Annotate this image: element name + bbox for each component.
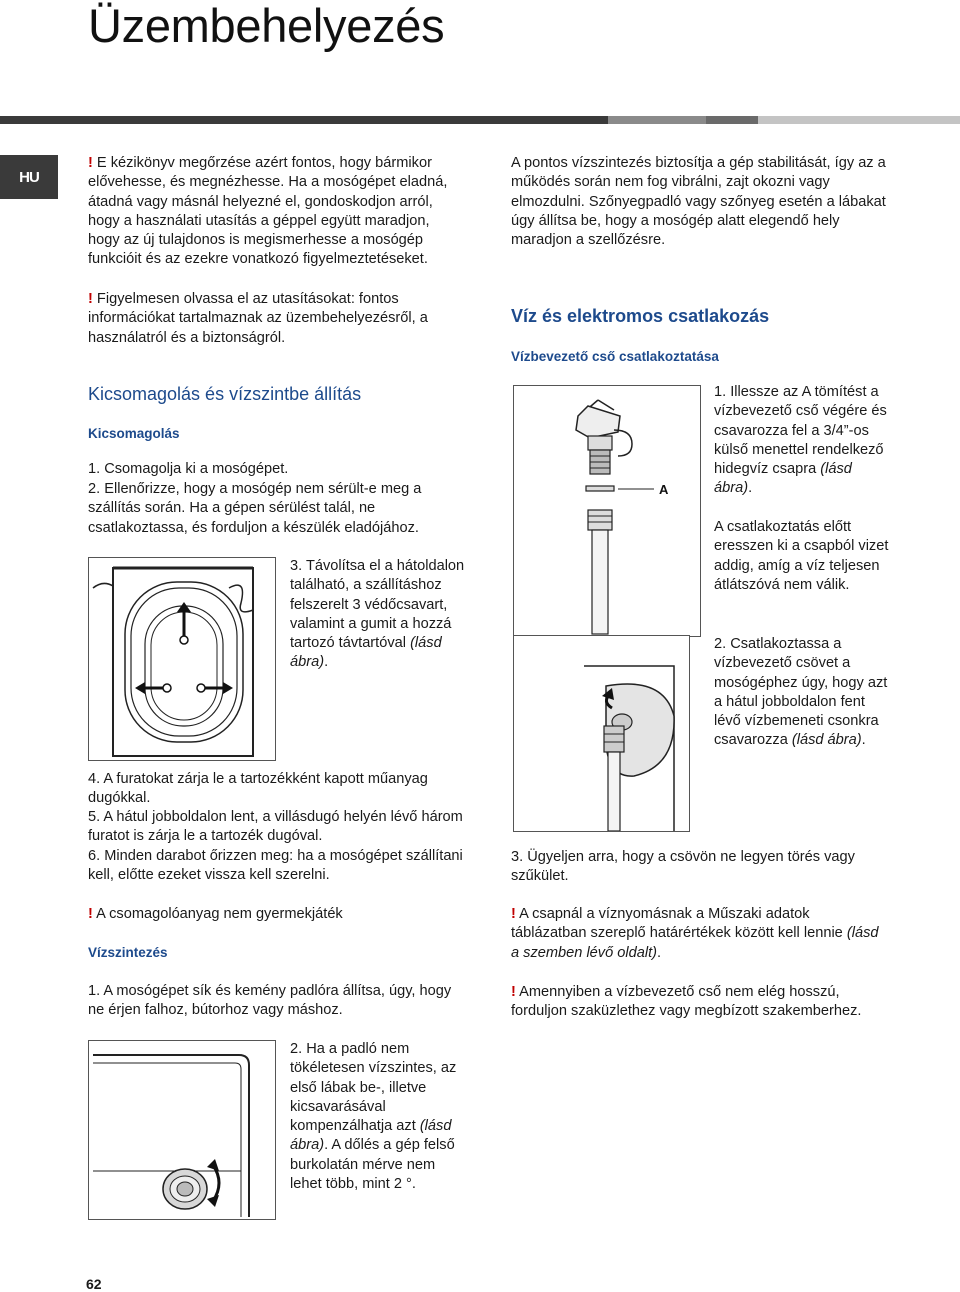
header-bar-mid: [608, 116, 706, 124]
water-heading: Víz és elektromos csatlakozás: [511, 306, 770, 326]
water-pressure-note: ! A csapnál a víznyomásnak a Műszaki adatok táblázatban szereplő határértékek között kell lennie (lásd a szemben lévő oldalt).: [511, 906, 879, 961]
unpack-heading: Kicsomagolás és vízszintbe állítás: [88, 384, 362, 404]
unpack-step-5: 5. A hátul jobboldalon lent, a villásdugó helyén lévő három furatot is zárja le a tartozék dugóval.: [88, 809, 463, 845]
leveling-step-2: 2. Ha a padló nem tökéletesen vízszintes, az első lábak be-, illetve kicsavarásával kompenzálhatja azt (lásd ábra). A dőlés a gép felső burkolatán mérve nem lehet több, mint 2 °.: [290, 1041, 457, 1193]
unpack-subheading: Kicsomagolás: [88, 426, 180, 441]
unpack-step-2: 2. Ellenőrizze, hogy a mosógép nem sérült-e meg a szállítás során. Ha a gépen sérülést talál, ne csatlakoztassa, és forduljon a készülék eladójához.: [88, 481, 422, 536]
header-bar-mid2: [706, 116, 758, 124]
exclamation-icon: !: [511, 906, 516, 922]
machine-inlet-illustration: [514, 636, 689, 831]
unpack-step-6: 6. Minden darabot őrizzen meg: ha a mosógépet szállítani kell, előtte ezeket vissza kell szerelni.: [88, 848, 463, 884]
water-step-2: 2. Csatlakoztassa a vízbevezető csövet a mosógéphez úgy, hogy azt a hátul jobboldalon fent lévő vízbemeneti csonkra csavarozza (lásd ábra).: [714, 636, 888, 749]
intro-paragraph-1: ! E kézikönyv megőrzése azért fontos, hogy bármikor elővehesse, és megnézhesse. Ha a mosógépet eladná, átadná vagy másnál helyezné el, gondoskodjon arról, hogy a használati utasítás a géppel együtt maradjon, hogy az új tulajdonos is megismerhesse a mosógép funkcióit és az ezekre vonatkozó figyelmeztetéseket.: [88, 155, 448, 268]
packaging-warning: ! A csomagolóanyag nem gyermekjáték: [88, 906, 343, 922]
unpack-step-3: 3. Távolítsa el a hátoldalon található, a szállításhoz felszerelt 3 védőcsavart, valamint a gumit a hozzá tartozó távtartóval (lásd ábra).: [290, 558, 465, 671]
page-number: 62: [86, 1276, 102, 1292]
gasket-label: A: [659, 482, 669, 497]
language-tab: HU: [0, 155, 58, 199]
unpack-step-4: 4. A furatokat zárja le a tartozékként kapott műanyag dugókkal.: [88, 771, 428, 807]
exclamation-icon: !: [511, 984, 516, 1000]
leveling-step-1: 1. A mosógépet sík és kemény padlóra állítsa, úgy, hogy ne érjen falhoz, bútorhoz vagy máshoz.: [88, 983, 452, 1019]
tap-connection-figure: [513, 385, 701, 637]
adjustable-foot-illustration: [89, 1041, 275, 1219]
page-title: Üzembehelyezés: [88, 0, 445, 52]
water-subheading: Vízbevezető cső csatlakoztatása: [511, 349, 719, 364]
water-step-1: 1. Illessze az A tömítést a vízbevezető cső végére és csavarozza fel a 3/4”-os külső menettel rendelkező hidegvíz csapra (lásd ábra).: [714, 384, 887, 497]
inlet-connection-figure: [513, 635, 690, 832]
exclamation-icon: !: [88, 155, 93, 171]
leveling-foot-figure: [88, 1040, 276, 1220]
tap-hose-illustration: [514, 386, 700, 636]
header-bar-light: [758, 116, 960, 124]
stability-paragraph: A pontos vízszintezés biztosítja a gép stabilitását, így az a működés során nem fog vibrálni, zajt okozni vagy elmozdulni. Szőnyegpadló vagy szőnyeg esetén a lábakat úgy állítsa be, hogy a mosógép alatt elegendő hely maradjon a szellőzésre.: [511, 155, 886, 249]
water-step-3: 3. Ügyeljen arra, hogy a csövön ne legyen törés vagy szűkület.: [511, 849, 855, 885]
transport-screws-figure: [88, 557, 276, 761]
exclamation-icon: !: [88, 291, 93, 307]
leveling-subheading: Vízszintezés: [88, 945, 168, 960]
header-bar-dark: [0, 116, 608, 124]
intro-paragraph-2: ! Figyelmesen olvassa el az utasításokat: fontos információkat tartalmaznak az üzembehelyezésről, a használatról és a biztonságról.: [88, 291, 428, 346]
hose-length-note: ! Amennyiben a vízbevezető cső nem elég hosszú, forduljon szaküzlethez vagy megbízott szakemberhez.: [511, 984, 862, 1020]
exclamation-icon: !: [88, 906, 93, 922]
washing-machine-back-illustration: [89, 558, 275, 760]
water-step-1b: A csatlakoztatás előtt eresszen ki a csapból vizet addig, amíg a víz teljesen átlátszóvá nem válik.: [714, 519, 889, 593]
unpack-step-1: 1. Csomagolja ki a mosógépet.: [88, 461, 289, 477]
